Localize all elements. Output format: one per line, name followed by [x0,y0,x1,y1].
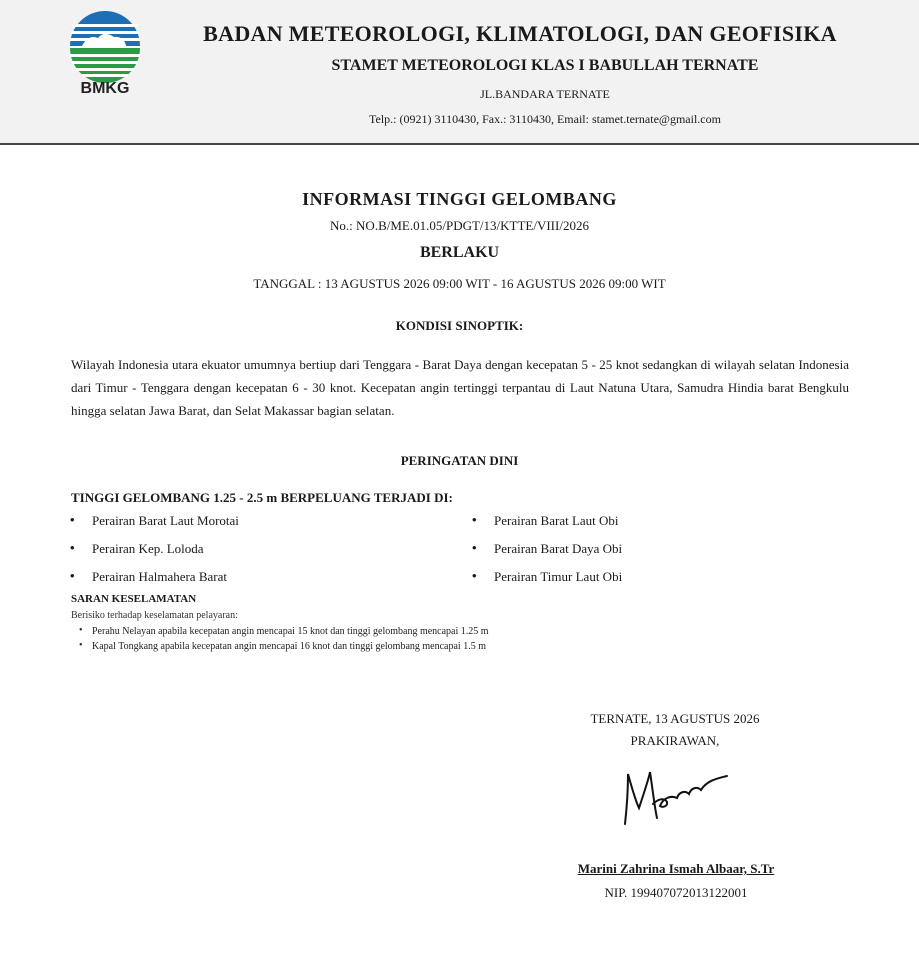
signature-place-date: TERNATE, 13 AGUSTUS 2026 [590,711,760,726]
list-item [472,512,619,529]
letterhead [0,0,919,145]
bullet-icon: • [472,568,477,583]
area-name: Perairan Kep. Loloda [92,541,204,556]
agency-name: BADAN METEOROLOGI, KLIMATOLOGI, DAN GEOFISIKA [203,21,837,46]
bullet-icon: • [70,512,75,527]
station-address: JL.BANDARA TERNATE [480,87,610,101]
synoptic-text: Wilayah Indonesia utara ekuator umumnya bertiup dari Tenggara - Barat Daya dengan kecepatan 5 - 25 knot sedangkan di wilayah selatan Indonesia dari Timur - Tenggara dengan kecepatan 6 - 30 knot. Kecepatan angin tertinggi terpantau di Laut Natuna Utara, Samudra Hindia barat Bengkulu hingga selatan Jawa Barat, dan Selat Makassar bagian selatan. [71,357,849,418]
document-number: No.: NO.B/ME.01.05/PDGT/13/KTTE/VIII/2026 [330,218,589,233]
signatory-nip: NIP. 199407072013122001 [604,885,748,900]
list-item [70,568,227,585]
bullet-icon: • [70,568,75,583]
wave-warning-heading: TINGGI GELOMBANG 1.25 - 2.5 m BERPELUANG TERJADI DI: [71,490,453,505]
warning-heading: PERINGATAN DINI [400,453,519,468]
synoptic-heading: KONDISI SINOPTIK: [395,318,524,333]
signatory-name: Marini Zahrina Ismah Albaar, S.Tr [577,861,775,876]
list-item [79,625,489,637]
document-title: INFORMASI TINGGI GELOMBANG [302,189,617,209]
list-item [70,540,204,557]
area-name: Perairan Timur Laut Obi [494,569,623,584]
safety-subheading: Berisiko terhadap keselamatan pelayaran: [71,610,238,621]
validity-date-range: TANGGAL : 13 AGUSTUS 2026 09:00 WIT - 16 AGUSTUS 2026 09:00 WIT [253,276,666,291]
validity-label: BERLAKU [419,244,500,261]
bullet-icon: • [472,540,477,555]
safety-item: Kapal Tongkang apabila kecepatan angin mencapai 16 knot dan tinggi gelombang mencapai 1.5 m [92,641,486,652]
area-name: Perairan Barat Laut Obi [494,513,619,528]
safety-heading: SARAN KESELAMATAN [71,593,197,605]
station-name: STAMET METEOROLOGI KLAS I BABULLAH TERNATE [331,57,759,74]
list-item [70,512,239,529]
logo-text: BMKG [80,80,130,97]
signature-role: PRAKIRAWAN, [630,733,720,748]
bullet-icon: • [70,540,75,555]
area-name: Perairan Barat Daya Obi [494,541,623,556]
bullet-icon: • [79,625,83,636]
handwritten-signature [615,762,740,832]
safety-item: Perahu Nelayan apabila kecepatan angin mencapai 15 knot dan tinggi gelombang mencapai 1.25 m [92,626,489,637]
area-name: Perairan Halmahera Barat [92,569,227,584]
list-item [472,540,623,557]
bullet-icon: • [79,640,83,651]
list-item [79,640,486,652]
bullet-icon: • [472,512,477,527]
station-contact: Telp.: (0921) 3110430, Fax.: 3110430, Email: stamet.ternate@gmail.com [369,112,721,126]
area-name: Perairan Barat Laut Morotai [92,513,239,528]
list-item [472,568,623,585]
